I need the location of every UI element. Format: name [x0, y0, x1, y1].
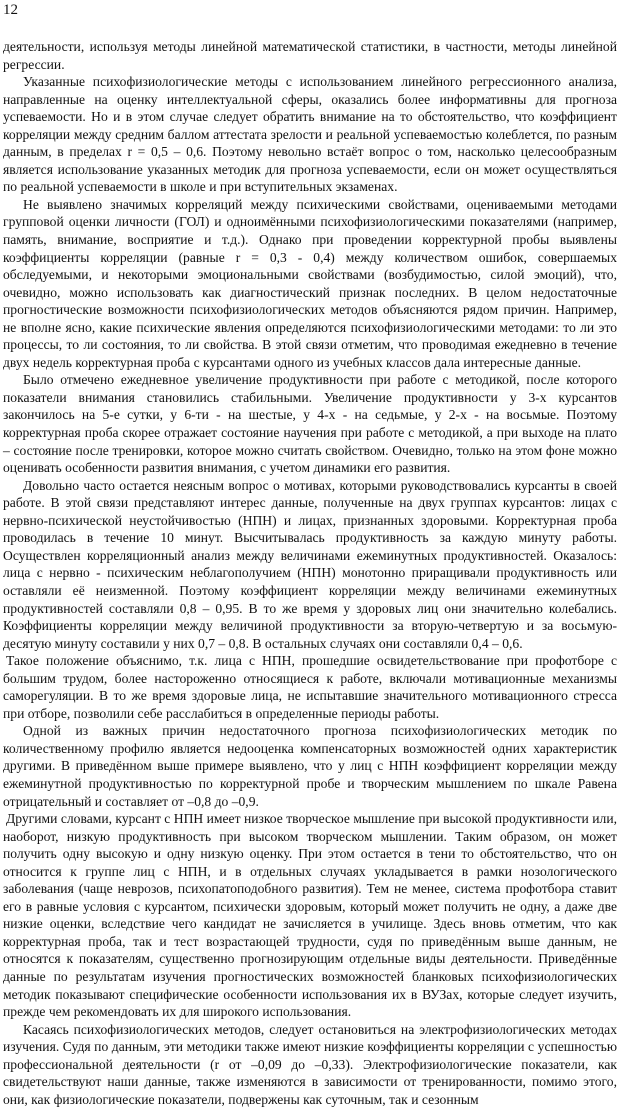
paragraph: Довольно часто остается неясным вопрос о мотивах, которыми руководствовались курсанты в своей работе. В этой связи представляют интерес данные, полученные на двух группах курсантов: лицах с нервно-психической неустойчивостью (НПН) и лицах, признанных здоровыми. Корректурная проба проводилась в течение 10 минут. Высчитывалась продуктивность за каждую минуту работы. Осуществлен корреляционный анализ между величинами ежеминутных продуктивностей. Оказалось: лица с нервно - психическим неблагополучием (НПН) монотонно приращивали продуктивность или оставляли её неизменной. Поэтому коэффициент корреляции между величинами ежеминутных продуктивностей составляли 0,8 – 0,95. В то же время у здоровых лиц они значительно колебались. Коэффициенты корреляции между величиной продуктивности за вторую-четвертую и за восьмую-десятую минуту составили у них 0,7 – 0,8. В остальных случаях они составляли 0,4 – 0,6.	[3, 477, 617, 651]
paragraph: деятельности, используя методы линейной математической статистики, в частности, методы линейной регрессии.	[3, 39, 617, 72]
paragraph: Другими словами, курсант с НПН имеет низкое творческое мышление при высокой продуктивности или, наоборот, низкую продуктивность при высоком творческом мышлении. Таким образом, он может получить одну высокую и одну низкую оценку. При этом остается в тени то обстоятельство, что он относится к группе лиц с НПН, и в отдельных случаях укладывается в рамки нозологического заболевания (чаще неврозов, психопатоподобного развития). Тем не менее, система профотбора ставит его в равные условия с курсантом, психически здоровым, который может получить не одну, а даже две низкие оценки, вследствие чего кандидат не зачисляется в училище. Здесь вновь отметим, что как корректурная проба, так и тест возрастающей трудности, судя по приведённым выше данным, не относятся к показателям, существенно прогнозирующим отдельные виды деятельности. Приведённые данные по результатам изучения прогностических возможностей бланковых психофизиологических методик показывают специфические особенности использования их в ВУЗах, которые следует изучить, прежде чем рекомендовать их для широкого использования.	[3, 811, 617, 1020]
page-number: 12	[3, 2, 18, 18]
paragraph: Такое положение объяснимо, т.к. лица с НПН, прошедшие освидетельствование при профотборе с большим трудом, более настороженно относящиеся к работе, включали мотивационные механизмы саморегуляции. В то же время здоровые лица, не испытавшие значительного мотивационного стресса при отборе, позволили себе расслабиться в определенные периоды работы.	[3, 653, 617, 721]
paragraph: Было отмечено ежедневное увеличение продуктивности при работе с методикой, после которого показатели внимания становились стабильными. Увеличение продуктивности у 3-х курсантов закончилось на 5-е сутки, у 6-ти - на шестые, у 4-х - на седьмые, у 2-х - на восьмые. Поэтому корректурная проба скорее отражает состояние научения при работе с методикой, а при выходе на плато – состояние после тренировки, которое можно считать свойством. Очевидно, только на этом фоне можно оценивать особенности развития внимания, с учетом динамики его развития.	[3, 372, 617, 476]
paragraph: Не выявлено значимых корреляций между психическими свойствами, оцениваемыми методами групповой оценки личности (ГОЛ) и одноимёнными психофизиологическими показателями (например, память, внимание, восприятие и т.д.). Однако при проведении корректурной пробы выявлены коэффициенты корреляции (равные r = 0,3 - 0,4) между количеством ошибок, совершаемых обследуемыми, и некоторыми эмоциональными свойствами (возбудимостью, силой эмоций), что, очевидно, можно использовать как диагностический признак последних. В целом недостаточные прогностические возможности психофизиологических методов объясняются рядом причин. Например, не вполне ясно, какие психические явления определяются психофизиологическими методами: то ли это процессы, то ли состояния, то ли свойства. В этой связи отметим, что проводимая ежедневно в течение двух недель корректурная проба с курсантами одного из учебных классов дала интересные данные.	[3, 196, 617, 370]
paragraph: Указанные психофизиологические методы с использованием линейного регрессионного анализа, направленные на оценку интеллектуальной сферы, оказались более информативны для прогноза успеваемости. Но и в этом случае следует обратить внимание на то обстоятельство, что коэффициент корреляции между средним баллом аттестата зрелости и реальной успеваемостью колеблется, по разным данным, в пределах r = 0,5 – 0,6. Поэтому невольно встаёт вопрос о том, насколько целесообразным является использование указанных методик для прогноза успеваемости, если он может осуществляться по реальной успеваемости в школе и при вступительных экзаменах.	[3, 74, 617, 195]
body-text	[3, 38, 617, 1108]
paragraph: Касаясь психофизиологических методов, следует остановиться на электрофизиологических методах изучения. Судя по данным, эти методики также имеют низкие коэффициенты корреляции с успешностью профессиональной деятельности (r от –0,09 до –0,33). Электрофизиологические показатели, как свидетельствуют наши данные, также изменяются в зависимости от тренированности, помимо этого, они, как физиологические показатели, подвержены как суточным, так и сезонным	[3, 1021, 617, 1107]
paragraph: Одной из важных причин недостаточного прогноза психофизиологических методик по количественному профилю является недооценка компенсаторных возможностей одних характеристик другими. В приведённом выше примере выявлено, что у лиц с НПН коэффициент корреляции между ежеминутной продуктивностью по корректурной пробе и творческим мышлением по шкале Равена отрицательный и составляет от –0,8 до –0,9.	[3, 723, 617, 809]
